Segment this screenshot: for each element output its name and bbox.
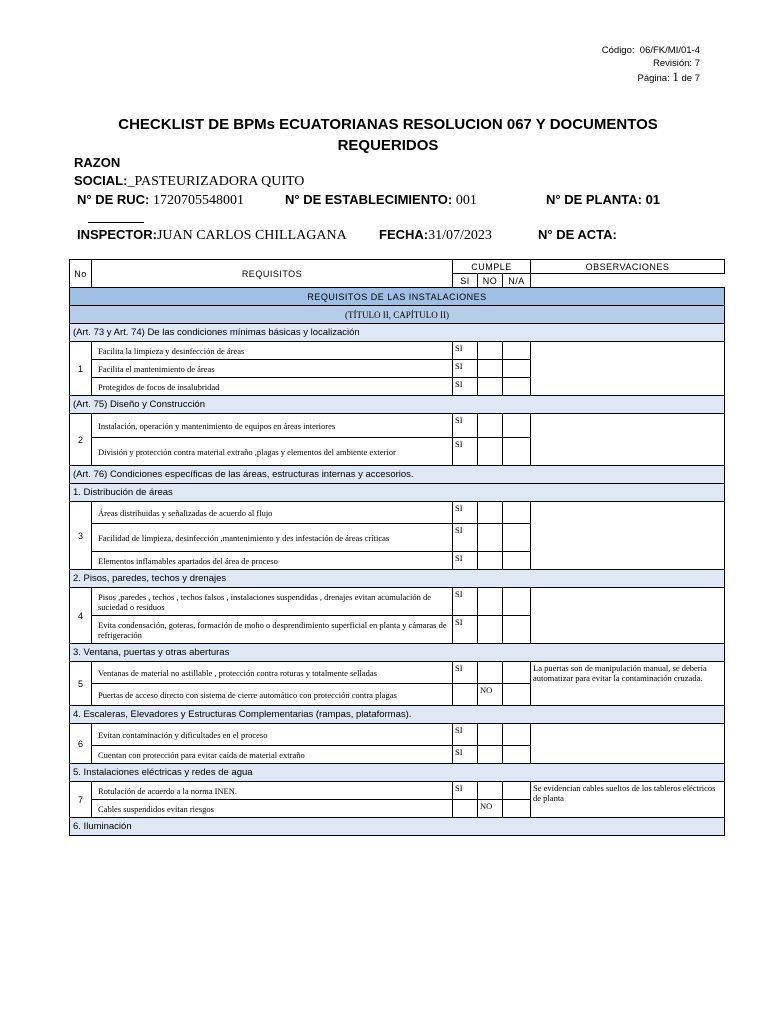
social-value: _PASTEURIZADORA QUITO [127, 174, 305, 189]
requirement-number: 2 [70, 414, 92, 466]
checklist-body [70, 288, 725, 836]
cumple-no-cell[interactable] [478, 616, 503, 644]
acta-label: N° DE ACTA: [538, 227, 617, 242]
razon-social-line [74, 173, 304, 190]
observation-cell[interactable]: La puertas son de manipulación manual, se debería automatizar para evitar la contaminación cruzada. [531, 662, 725, 706]
requirement-text: Facilita la limpieza y desinfección de áreas [92, 342, 453, 360]
requirement-text: Ventanas de material no astillable , protección contra roturas y totalmente selladas [92, 662, 453, 684]
section-title-row [70, 288, 725, 306]
cumple-no-cell[interactable] [478, 724, 503, 746]
requirement-text: Protegidos de focos de insalubridad [92, 378, 453, 396]
table-row [70, 724, 725, 746]
planta-label: N° DE PLANTA: 01 [546, 192, 661, 207]
table-row [70, 588, 725, 616]
cumple-na-cell[interactable] [503, 438, 531, 466]
establecimiento-value: 001 [455, 193, 477, 208]
requirement-text: Áreas distribuidas y señalizadas de acuerdo al flujo [92, 502, 453, 524]
pagina-number: 1 [672, 69, 679, 84]
cumple-si-cell[interactable]: SI [453, 662, 478, 684]
observation-cell[interactable] [531, 724, 725, 764]
col-no-header: No [70, 260, 92, 288]
cumple-no-cell[interactable] [478, 438, 503, 466]
cumple-na-cell[interactable] [503, 414, 531, 438]
requirement-text: Cuentan con protección para evitar caída de material extraño [92, 746, 453, 764]
group-heading: (Art. 76) Condiciones específicas de las áreas, estructuras internas y accesorios. [70, 466, 725, 484]
cumple-no-cell[interactable] [478, 502, 503, 524]
cumple-si-cell[interactable]: SI [453, 438, 478, 466]
observation-cell[interactable] [531, 414, 725, 466]
revision-value: 7 [694, 58, 700, 69]
codigo-value: 06/FK/MI/01-4 [639, 45, 700, 56]
observation-cell[interactable] [531, 588, 725, 644]
cumple-si-cell[interactable]: SI [453, 616, 478, 644]
cumple-no-cell[interactable]: NO [478, 684, 503, 706]
cumple-na-cell[interactable] [503, 662, 531, 684]
cumple-na-cell[interactable] [503, 502, 531, 524]
group-heading-row [70, 324, 725, 342]
cumple-no-cell[interactable] [478, 524, 503, 552]
group-heading: 2. Pisos, paredes, techos y drenajes [70, 570, 725, 588]
requirement-text: Facilita el mantenimiento de áreas [92, 360, 453, 378]
group-subheading-row [70, 484, 725, 502]
cumple-no-cell[interactable]: NO [478, 800, 503, 818]
establecimiento-label: N° DE ESTABLECIMIENTO: [285, 192, 453, 207]
section-title: REQUISITOS DE LAS INSTALACIONES [70, 288, 725, 306]
cumple-na-cell[interactable] [503, 588, 531, 616]
table-row [70, 502, 725, 524]
fecha-label: FECHA: [379, 227, 429, 242]
cumple-no-cell[interactable] [478, 552, 503, 570]
section-subtitle: (TÍTULO II, CAPÍTULO II) [70, 306, 725, 324]
col-si-header: SI [453, 274, 478, 288]
fecha-line [379, 227, 492, 244]
cumple-no-cell[interactable] [478, 588, 503, 616]
pagina-total: de 7 [681, 73, 700, 84]
cumple-na-cell[interactable] [503, 724, 531, 746]
requirement-number: 6 [70, 724, 92, 764]
cumple-na-cell[interactable] [503, 378, 531, 396]
observation-cell[interactable] [531, 342, 725, 396]
cumple-na-cell[interactable] [503, 552, 531, 570]
cumple-na-cell[interactable] [503, 360, 531, 378]
table-row [70, 342, 725, 360]
cumple-si-cell[interactable]: SI [453, 414, 478, 438]
cumple-no-cell[interactable] [478, 662, 503, 684]
group-heading-row [70, 466, 725, 484]
table-row [70, 662, 725, 684]
observation-cell[interactable] [531, 502, 725, 570]
group-heading: 5. Instalaciones eléctricas y redes de agua [70, 764, 725, 782]
cumple-no-cell[interactable] [478, 360, 503, 378]
group-heading-row [70, 818, 725, 836]
cumple-na-cell[interactable] [503, 782, 531, 800]
cumple-no-cell[interactable] [478, 414, 503, 438]
checklist-table [69, 259, 725, 836]
requirement-text: Instalación, operación y mantenimiento de equipos en áreas interiores [92, 414, 453, 438]
cumple-si-cell[interactable]: SI [453, 502, 478, 524]
razon-label: RAZON [74, 155, 121, 170]
requirement-text: Evita condensación, goteras, formación de moho o desprendimiento superficial en planta y cámaras de refrigeración [92, 616, 453, 644]
col-cumple-header: CUMPLE [453, 260, 531, 274]
cumple-si-cell[interactable] [453, 684, 478, 706]
requirement-text: Puertas de acceso directo con sistema de cierre automático con protección contra plagas [92, 684, 453, 706]
requirement-text: Evitan contaminación y dificultades en el proceso [92, 724, 453, 746]
pagina-label: Página: [637, 73, 670, 84]
revision-label: Revisión: [652, 58, 693, 69]
inspector-line [77, 227, 347, 244]
requirement-number: 3 [70, 502, 92, 570]
col-observaciones-header: OBSERVACIONES [531, 260, 725, 274]
cumple-si-cell[interactable]: SI [453, 724, 478, 746]
establecimiento-line [285, 192, 477, 209]
requirement-number: 4 [70, 588, 92, 644]
ruc-value: 1720705548001 [153, 193, 244, 208]
col-no-answer-header: NO [478, 274, 503, 288]
cumple-si-cell[interactable]: SI [453, 378, 478, 396]
cumple-na-cell[interactable] [503, 342, 531, 360]
group-heading-row [70, 644, 725, 662]
cumple-no-cell[interactable] [478, 378, 503, 396]
inspector-label: INSPECTOR: [77, 227, 157, 242]
table-row [70, 782, 725, 800]
cumple-si-cell[interactable]: SI [453, 746, 478, 764]
section-subtitle-row [70, 306, 725, 324]
cumple-na-cell[interactable] [503, 746, 531, 764]
table-header-row-1 [70, 260, 725, 274]
title-line-1: CHECKLIST DE BPMs ECUATORIANAS RESOLUCION 067 Y DOCUMENTOS [118, 116, 658, 133]
group-subheading: 1. Distribución de áreas [70, 484, 725, 502]
requirement-text: Facilidad de limpieza, desinfección ,mantenimiento y des infestación de áreas críticas [92, 524, 453, 552]
fecha-value: 31/07/2023 [428, 228, 492, 243]
requirement-number: 1 [70, 342, 92, 396]
group-heading-row [70, 570, 725, 588]
ruc-label: N° DE RUC: [77, 192, 150, 207]
inspector-value: JUAN CARLOS CHILLAGANA [156, 228, 347, 243]
observation-cell[interactable]: Se evidencian cables sueltos de los tableros eléctricos de planta [531, 782, 725, 818]
requirement-number: 5 [70, 662, 92, 706]
pagina-line [602, 70, 700, 85]
cumple-si-cell[interactable]: SI [453, 588, 478, 616]
codigo-label: Código: [601, 45, 635, 56]
codigo-line [602, 44, 700, 57]
underline [88, 222, 144, 223]
group-heading-row [70, 396, 725, 414]
group-heading: (Art. 73 y Art. 74) De las condiciones mínimas básicas y localización [70, 324, 725, 342]
cumple-no-cell[interactable] [478, 342, 503, 360]
checklist-table-wrapper [69, 259, 724, 836]
cumple-si-cell[interactable] [453, 800, 478, 818]
cumple-na-cell[interactable] [503, 524, 531, 552]
requirement-text: División y protección contra material extraño ,plagas y elementos del ambiente exterior [92, 438, 453, 466]
col-requisitos-header: REQUISITOS [92, 260, 453, 288]
cumple-na-cell[interactable] [503, 800, 531, 818]
social-label: SOCIAL: [74, 173, 128, 188]
group-heading: 4. Escaleras, Elevadores y Estructuras Complementarias (rampas, plataformas). [70, 706, 725, 724]
group-heading: 6. Iluminación [70, 818, 725, 836]
requirement-number: 7 [70, 782, 92, 818]
ruc-line [77, 192, 244, 209]
table-row [70, 414, 725, 438]
cumple-no-cell[interactable] [478, 746, 503, 764]
title-line-2: REQUERIDOS [337, 137, 439, 154]
requirement-text: Elementos inflamables apartados del área de proceso [92, 552, 453, 570]
requirement-text: Pisos ,paredes , techos , techos falsos , instalaciones suspendidas , drenajes evitan acumulación de suciedad o residuos [92, 588, 453, 616]
group-heading: 3. Ventana, puertas y otras aberturas [70, 644, 725, 662]
cumple-si-cell[interactable]: SI [453, 552, 478, 570]
cumple-si-cell[interactable]: SI [453, 782, 478, 800]
revision-line [602, 57, 700, 70]
cumple-na-cell[interactable] [503, 616, 531, 644]
requirement-text: Cables suspendidos evitan riesgos [92, 800, 453, 818]
col-na-header: N/A [503, 274, 531, 288]
requirement-text: Rotulación de acuerdo a la norma INEN. [92, 782, 453, 800]
header-gap [531, 274, 725, 288]
cumple-si-cell[interactable]: SI [453, 524, 478, 552]
cumple-no-cell[interactable] [478, 782, 503, 800]
group-heading-row [70, 706, 725, 724]
document-control-info [602, 44, 700, 85]
cumple-si-cell[interactable]: SI [453, 342, 478, 360]
group-heading: (Art. 75) Diseño y Construcción [70, 396, 725, 414]
document-title [100, 114, 676, 156]
cumple-na-cell[interactable] [503, 684, 531, 706]
group-heading-row [70, 764, 725, 782]
cumple-si-cell[interactable]: SI [453, 360, 478, 378]
